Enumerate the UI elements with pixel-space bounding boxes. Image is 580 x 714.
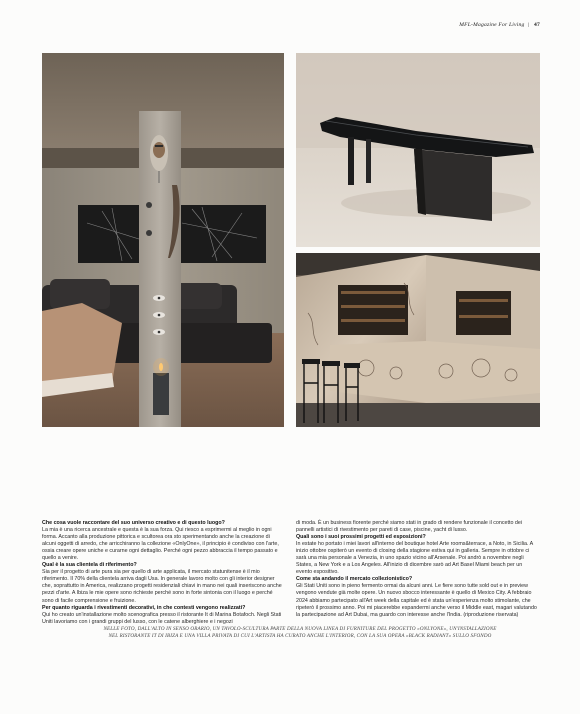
page-header bbox=[459, 22, 540, 28]
photo-sculpture-table bbox=[296, 53, 540, 247]
caption-line-2: NEL RISTORANTE IT DI IBIZA E UNA VILLA PRIVATA DI CUI L'ARTISTA HA CURATO ANCHE L'INTERIOR, CON LA SUA OPERA «BLACK RADIANT» SULLO SFONDO bbox=[108, 633, 492, 639]
interview-question: Come sta andando il mercato collezionistico? bbox=[296, 576, 413, 583]
interview-answer: di moda. È un business fiorente perché siamo stati in grado di rendere funzionale il concetto dei pannelli artistici di rivestimento per pareti di case, piscine, yacht di lusso. bbox=[296, 520, 523, 534]
photo-caption bbox=[90, 626, 510, 640]
header-separator: | bbox=[528, 22, 530, 28]
interview-question: Che cosa vuole raccontare del suo universo creativo e di questo luogo? bbox=[42, 520, 225, 526]
caption-line-1: NELLE FOTO, DALL'ALTO IN SENSO ORARIO, UN TAVOLO-SCULTURA PARTE DELLA NUOVA LINEA DI FURNITURE DEL PROGETTO «ONLYONE», UN'INSTALLAZIONE bbox=[103, 626, 497, 632]
interview-answer: Sia per il progetto di arte pura sia per quello di arte applicata, il mercato statunitense è il mio riferimento. Il 70% della clientela arriva dagli Usa. In generale lavoro molto con gli interior designer che, soprattutto in America, realizzano progetti residenziali chiavi in mano nei quali inseriscono anche pezzi d'arte. A Ibiza le mie opere sono richieste perché sono in forte sintonia con il luogo e perché sono di facile comprensione e fruizione. bbox=[42, 569, 282, 604]
interview-answer: Gli Stati Uniti sono in pieno fermento ormai da alcuni anni. Le fiere sono tutte sold out e in preview vengono vendute già molte opere. Un nuovo sbocco interessante è quello di Mexico City. A febbraio 2024 abbiamo partecipato all'Art week della capitale ed è stata un'esperienza molto stimolante, che ripeterò il prossimo anno. Poi mi piacerebbe espandermi anche verso il Middle east, magari valutando la partecipazione ad Art Dubai, ma guardo con interesse anche l'India. (riproduzione riservata) bbox=[296, 583, 537, 618]
interview-answer: In estate ho portato i miei lavori all'interno del boutique hotel Arte rooms&terrace, a Noto, in Sicilia. A inizio ottobre ospiterò un evento di closing della stagione estiva qui in galleria. Sempre in ottobre ci sarà una mia personale a Venezia, in uno spazio vicino all'Arsenale. Poi andrò a novembre negli States, a New York e a Los Angeles. All'inizio di dicembre sarò ad Art Basel Miami beach per un evento espositivo. bbox=[296, 541, 533, 576]
photo-restaurant-installation bbox=[296, 253, 540, 427]
interview-answer: Qui ho creato un'installazione molto scenografica presso il ristorante It di Marina Botafoch. Negli Stati Uniti lavoriamo con i grandi gruppi del lusso, con le catene alberghiere e i negozi bbox=[42, 611, 282, 625]
article-column-left bbox=[42, 520, 285, 626]
photo-living-room bbox=[42, 53, 284, 427]
interview-answer: La mia è una ricerca ancestrale e questa è la sua forza. Qui riesco a esprimermi al meglio in ogni forma. Accanto alla produzione pittorica e scultorea ora sto sperimentando anche la creazione di alcuni oggetti di arredo, che arricchiranno la collezione «OnlyOne», il principio è condiviso con l'arte, ossia creare opere uniche e curarne ogni dettaglio. Perché ogni pezzo abbraccia il tempo passato e quello a venire. bbox=[42, 527, 279, 562]
interview-question: Per quanto riguarda i rivestimenti decorativi, in che contesti vengono realizzati? bbox=[42, 604, 246, 611]
interview-question: Qual è la sua clientela di riferimento? bbox=[42, 562, 137, 569]
page-number: 47 bbox=[534, 22, 540, 28]
magazine-name: MFL-Magazine For Living bbox=[459, 22, 525, 28]
interview-question: Quali sono i suoi prossimi progetti ed esposizioni? bbox=[296, 534, 426, 541]
article-column-right bbox=[296, 520, 539, 619]
